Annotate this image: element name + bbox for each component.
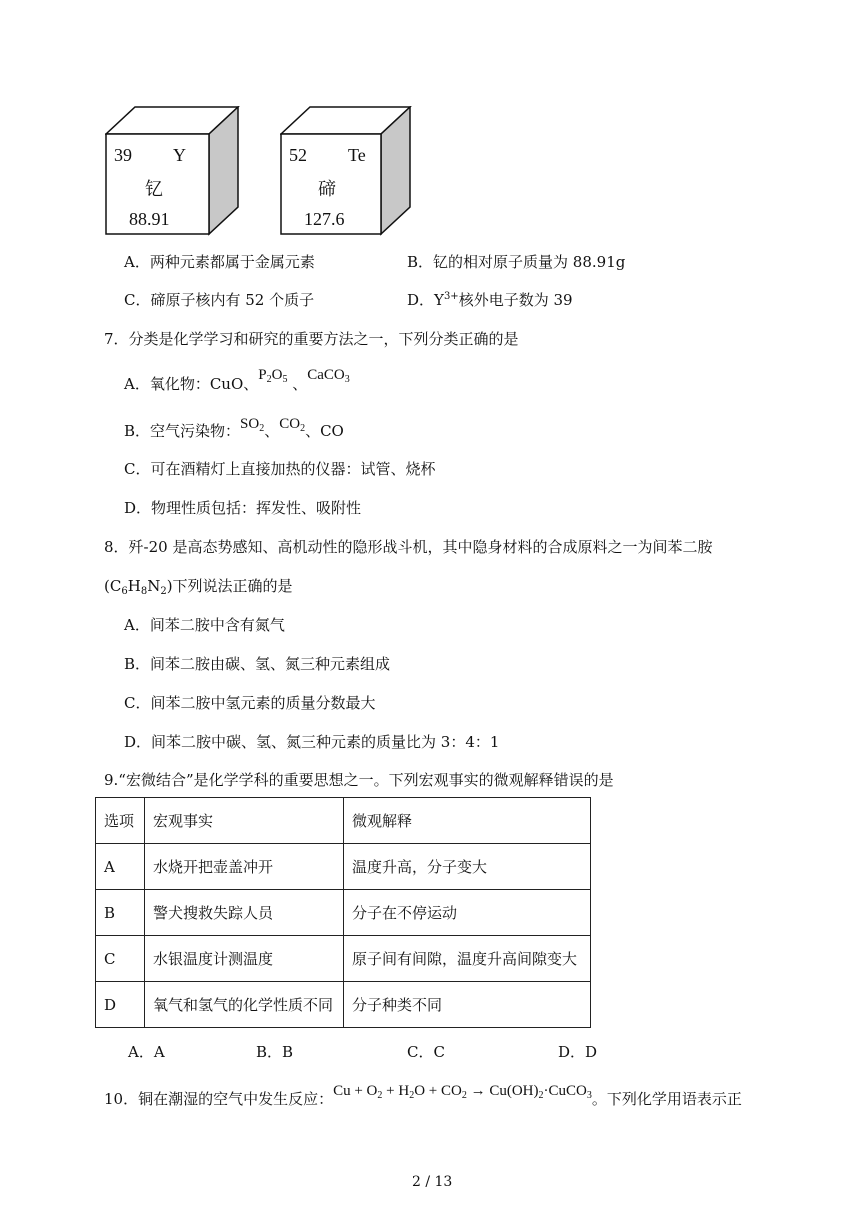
header-cell: 选项 — [96, 798, 145, 844]
cube-outline — [280, 106, 415, 236]
q9-option-b: B．B — [256, 1043, 294, 1061]
atomic-mass: 88.91 — [129, 209, 170, 229]
q7-option-a: A．氧化物：CuO、$P_2O_5$ 、CaCO$_3$ — [124, 367, 350, 393]
table-cell: 原子间有间隙，温度升高间隙变大 — [344, 936, 591, 982]
table-cell: A — [96, 844, 145, 890]
q7-option-c: C．可在酒精灯上直接加热的仪器：试管、烧杯 — [124, 460, 436, 478]
table-cell: C — [96, 936, 145, 982]
q7-option-d: D．物理性质包括：挥发性、吸附性 — [124, 499, 362, 517]
q10-stem: 10．铜在潮湿的空气中发生反应：$Cu + O_2 + H_2O + CO_2$ → $Cu(OH)_2\cdot CuCO_3$。下列化学用语表示正 — [104, 1083, 742, 1108]
q6-option-b: B．钇的相对原子质量为 88.91g — [407, 253, 626, 271]
table-row — [96, 936, 591, 982]
cube-outline — [105, 106, 240, 236]
table-cell: 温度升高，分子变大 — [344, 844, 591, 890]
element-card-tellurium — [280, 106, 415, 236]
table-cell: 水烧开把壶盖冲开 — [145, 844, 344, 890]
table-cell: D — [96, 982, 145, 1028]
q8-option-d: D．间苯二胺中碳、氢、氮三种元素的质量比为 3：4：1 — [124, 733, 500, 751]
reaction-equation: $Cu + O_2 + H_2O + CO_2$ → $Cu(OH)_2\cdot CuCO_3$ — [333, 1083, 592, 1101]
q8-option-c: C．间苯二胺中氢元素的质量分数最大 — [124, 694, 376, 712]
q9-stem: 9.“宏微结合”是化学学科的重要思想之一。下列宏观事实的微观解释错误的是 — [104, 771, 614, 789]
table-cell: 分子在不停运动 — [344, 890, 591, 936]
element-card-yttrium — [105, 106, 240, 236]
element-name: 钇 — [145, 179, 163, 199]
table-row — [96, 890, 591, 936]
q7-option-b: B．空气污染物：$SO_2$、$CO_2$、CO — [124, 416, 344, 440]
q9-option-c: C．C — [407, 1043, 445, 1061]
table-cell: 分子种类不同 — [344, 982, 591, 1028]
q9-option-a: A．A — [128, 1043, 165, 1061]
header-cell: 微观解释 — [344, 798, 591, 844]
atomic-mass: 127.6 — [304, 209, 345, 229]
q8-stem-line2: $(C_6H_8N_2)$下列说法正确的是 — [104, 577, 293, 597]
q8-option-b: B．间苯二胺由碳、氢、氮三种元素组成 — [124, 655, 391, 673]
table-row — [96, 844, 591, 890]
table-row — [96, 982, 591, 1028]
q8-option-a: A．间苯二胺中含有氮气 — [124, 616, 285, 634]
page-number: 2 / 13 — [412, 1174, 453, 1190]
q6-option-c: C．碲原子核内有 52 个质子 — [124, 291, 315, 309]
q9-option-d: D．D — [558, 1043, 598, 1061]
table-cell: 氧气和氢气的化学性质不同 — [145, 982, 344, 1028]
q6-option-a: A．两种元素都属于金属元素 — [124, 253, 315, 271]
table-header-row — [96, 798, 591, 844]
element-symbol: Y — [173, 145, 186, 165]
q6-option-d: D．$Y^{3+}$核外电子数为 39 — [407, 291, 573, 309]
table-cell: B — [96, 890, 145, 936]
q9-table — [95, 797, 591, 1028]
table-cell: 警犬搜救失踪人员 — [145, 890, 344, 936]
q8-stem-line1: 8．歼-20 是高态势感知、高机动性的隐形战斗机，其中隐身材料的合成原料之一为间苯二胺 — [104, 538, 713, 556]
element-name: 碲 — [318, 179, 336, 199]
table-cell: 水银温度计测温度 — [145, 936, 344, 982]
atomic-number: 52 — [289, 145, 307, 165]
element-symbol: Te — [348, 145, 366, 165]
header-cell: 宏观事实 — [145, 798, 344, 844]
atomic-number: 39 — [114, 145, 132, 165]
q7-stem: 7．分类是化学学习和研究的重要方法之一，下列分类正确的是 — [104, 330, 519, 348]
